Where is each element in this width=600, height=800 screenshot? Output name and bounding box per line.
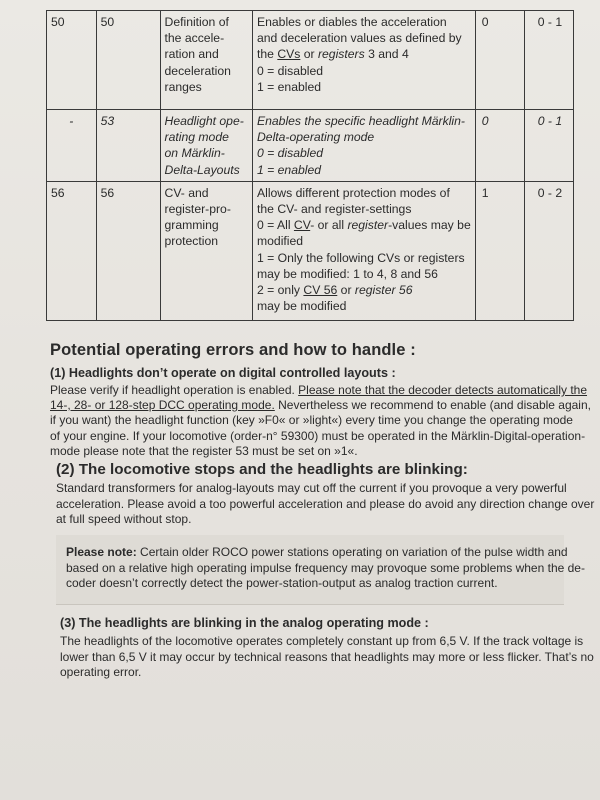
- description-line: 0 = disabled: [256, 146, 324, 161]
- function-line: CV- and: [164, 185, 209, 200]
- text-fragment: the: [256, 47, 278, 62]
- function-line: ranges: [164, 79, 202, 94]
- error-2-line: Standard transformers for analog-layouts may cut off the current if you provoque a very powerful: [56, 481, 567, 495]
- description-line: [257, 282, 471, 298]
- description-line: Delta-operating mode: [256, 130, 375, 145]
- text-fragment: register 56: [354, 283, 413, 298]
- table-row: [47, 11, 574, 110]
- text-fragment: registers: [317, 47, 365, 62]
- function-line: Headlight ope-: [164, 114, 244, 128]
- description: [252, 110, 475, 182]
- description-line: [257, 217, 471, 233]
- error-3-line: The headlights of the locomotive operates completely constant up from 6,5 V. If the track voltage is: [60, 634, 584, 648]
- value-range: 0 - 2: [524, 181, 573, 320]
- description-line: and deceleration values as defined by: [256, 31, 462, 46]
- text-fragment: 3 and 4: [364, 47, 409, 62]
- description: [252, 11, 475, 110]
- function-name: [160, 11, 252, 110]
- description-line: 1 = enabled: [256, 162, 322, 177]
- error-1-line: mode please note that the register 53 must be set on »1«.: [50, 444, 358, 458]
- function-line: rating mode: [164, 130, 229, 145]
- default-value: 0: [475, 110, 524, 182]
- error-2-line: acceleration. Please avoid a too powerful acceleration and please do avoid any direction change over: [56, 497, 595, 511]
- error-3-line: lower than 6,5 V it may occur by technical reasons that headlights may more or less flicker. That’s no: [60, 650, 594, 664]
- description-line: 1 = enabled: [256, 79, 322, 94]
- description-line: Enables the specific headlight Märklin-: [256, 114, 465, 128]
- description-line: may be modified: 1 to 4, 8 and 56: [256, 266, 438, 281]
- description-line: [257, 46, 471, 62]
- value-range: 0 - 1: [524, 110, 573, 182]
- description-line: 0 = disabled: [256, 63, 324, 78]
- register-number: 56: [47, 181, 97, 320]
- description: [252, 181, 475, 320]
- note-line: coder doesn’t correctly detect the power-station-output as analog traction current.: [66, 576, 498, 590]
- table-row: [47, 110, 574, 182]
- description-line: modified: [256, 234, 304, 249]
- value-range: 0 - 1: [524, 11, 573, 110]
- function-line: on Märklin-: [164, 146, 225, 161]
- error-2-title: (2) The locomotive stops and the headlights are blinking:: [56, 461, 468, 478]
- text-fragment: 2 = only: [256, 283, 304, 298]
- text-fragment: -values may be: [388, 218, 471, 233]
- section-heading: Potential operating errors and how to handle :: [50, 341, 416, 359]
- cv-number: 56: [96, 181, 160, 320]
- function-line: register-pro-: [164, 202, 231, 217]
- default-value: 0: [475, 11, 524, 110]
- function-line: gramming: [164, 218, 219, 233]
- text-fragment: CV: [293, 218, 311, 233]
- text-fragment: or: [300, 47, 318, 62]
- function-line: protection: [164, 234, 219, 249]
- register-number: -: [47, 110, 97, 182]
- function-line: deceleration: [164, 63, 231, 78]
- note-line: based on a relative high operating impulse frequency may provoque some problems when the de-: [66, 561, 585, 575]
- text-fragment: 0 = All: [256, 218, 294, 233]
- description-line: Enables or diables the acceleration: [256, 15, 447, 29]
- text-fragment: CVs: [277, 47, 301, 62]
- text-fragment: Certain older ROCO power stations operating on variation of the pulse width and: [136, 545, 568, 559]
- description-line: 1 = Only the following CVs or registers: [256, 250, 465, 265]
- description-line: the CV- and register-settings: [256, 202, 412, 217]
- error-3-line: operating error.: [60, 665, 142, 679]
- text-fragment: Please note that the decoder detects automatically the: [298, 383, 588, 397]
- text-fragment: Nevertheless we recommend to enable (and disable again,: [274, 398, 591, 412]
- cv-number: 53: [96, 110, 160, 182]
- note-line: [66, 545, 568, 560]
- cv-number: 50: [96, 11, 160, 110]
- error-1-line: [50, 398, 591, 413]
- note-label: Please note:: [66, 545, 137, 559]
- error-1-title: (1) Headlights don’t operate on digital controlled layouts :: [50, 366, 396, 380]
- text-fragment: CV 56: [303, 283, 338, 298]
- error-1-line: of your engine. If your locomotive (order-n° 59300) must be operated in the Märklin-Digital-operation-: [50, 429, 586, 443]
- text-fragment: or: [337, 283, 355, 298]
- function-line: Delta-Layouts: [164, 162, 240, 177]
- text-fragment: - or all: [310, 218, 348, 233]
- description-line: Allows different protection modes of: [256, 185, 450, 200]
- text-fragment: 14-, 28- or 128-step DCC operating mode.: [50, 398, 275, 412]
- function-name: [160, 181, 252, 320]
- function-line: the accele-: [164, 31, 225, 46]
- error-3-title: (3) The headlights are blinking in the analog operating mode :: [60, 616, 429, 630]
- table-row: [47, 181, 574, 320]
- text-fragment: Please verify if headlight operation is enabled.: [50, 383, 299, 397]
- function-line: Definition of: [164, 15, 229, 29]
- error-1-line: [50, 383, 587, 398]
- function-name: [160, 110, 252, 182]
- register-number: 50: [47, 11, 97, 110]
- description-line: may be modified: [256, 299, 347, 314]
- text-fragment: register: [347, 218, 389, 233]
- cv-table: [46, 10, 574, 321]
- default-value: 1: [475, 181, 524, 320]
- function-line: ration and: [164, 47, 219, 62]
- error-1-line: if you want) the headlight function (key »F0« or »light«) every time you change the operating mode: [50, 413, 573, 427]
- note-box: [56, 535, 585, 605]
- error-2-line: at full speed without stop.: [56, 512, 192, 526]
